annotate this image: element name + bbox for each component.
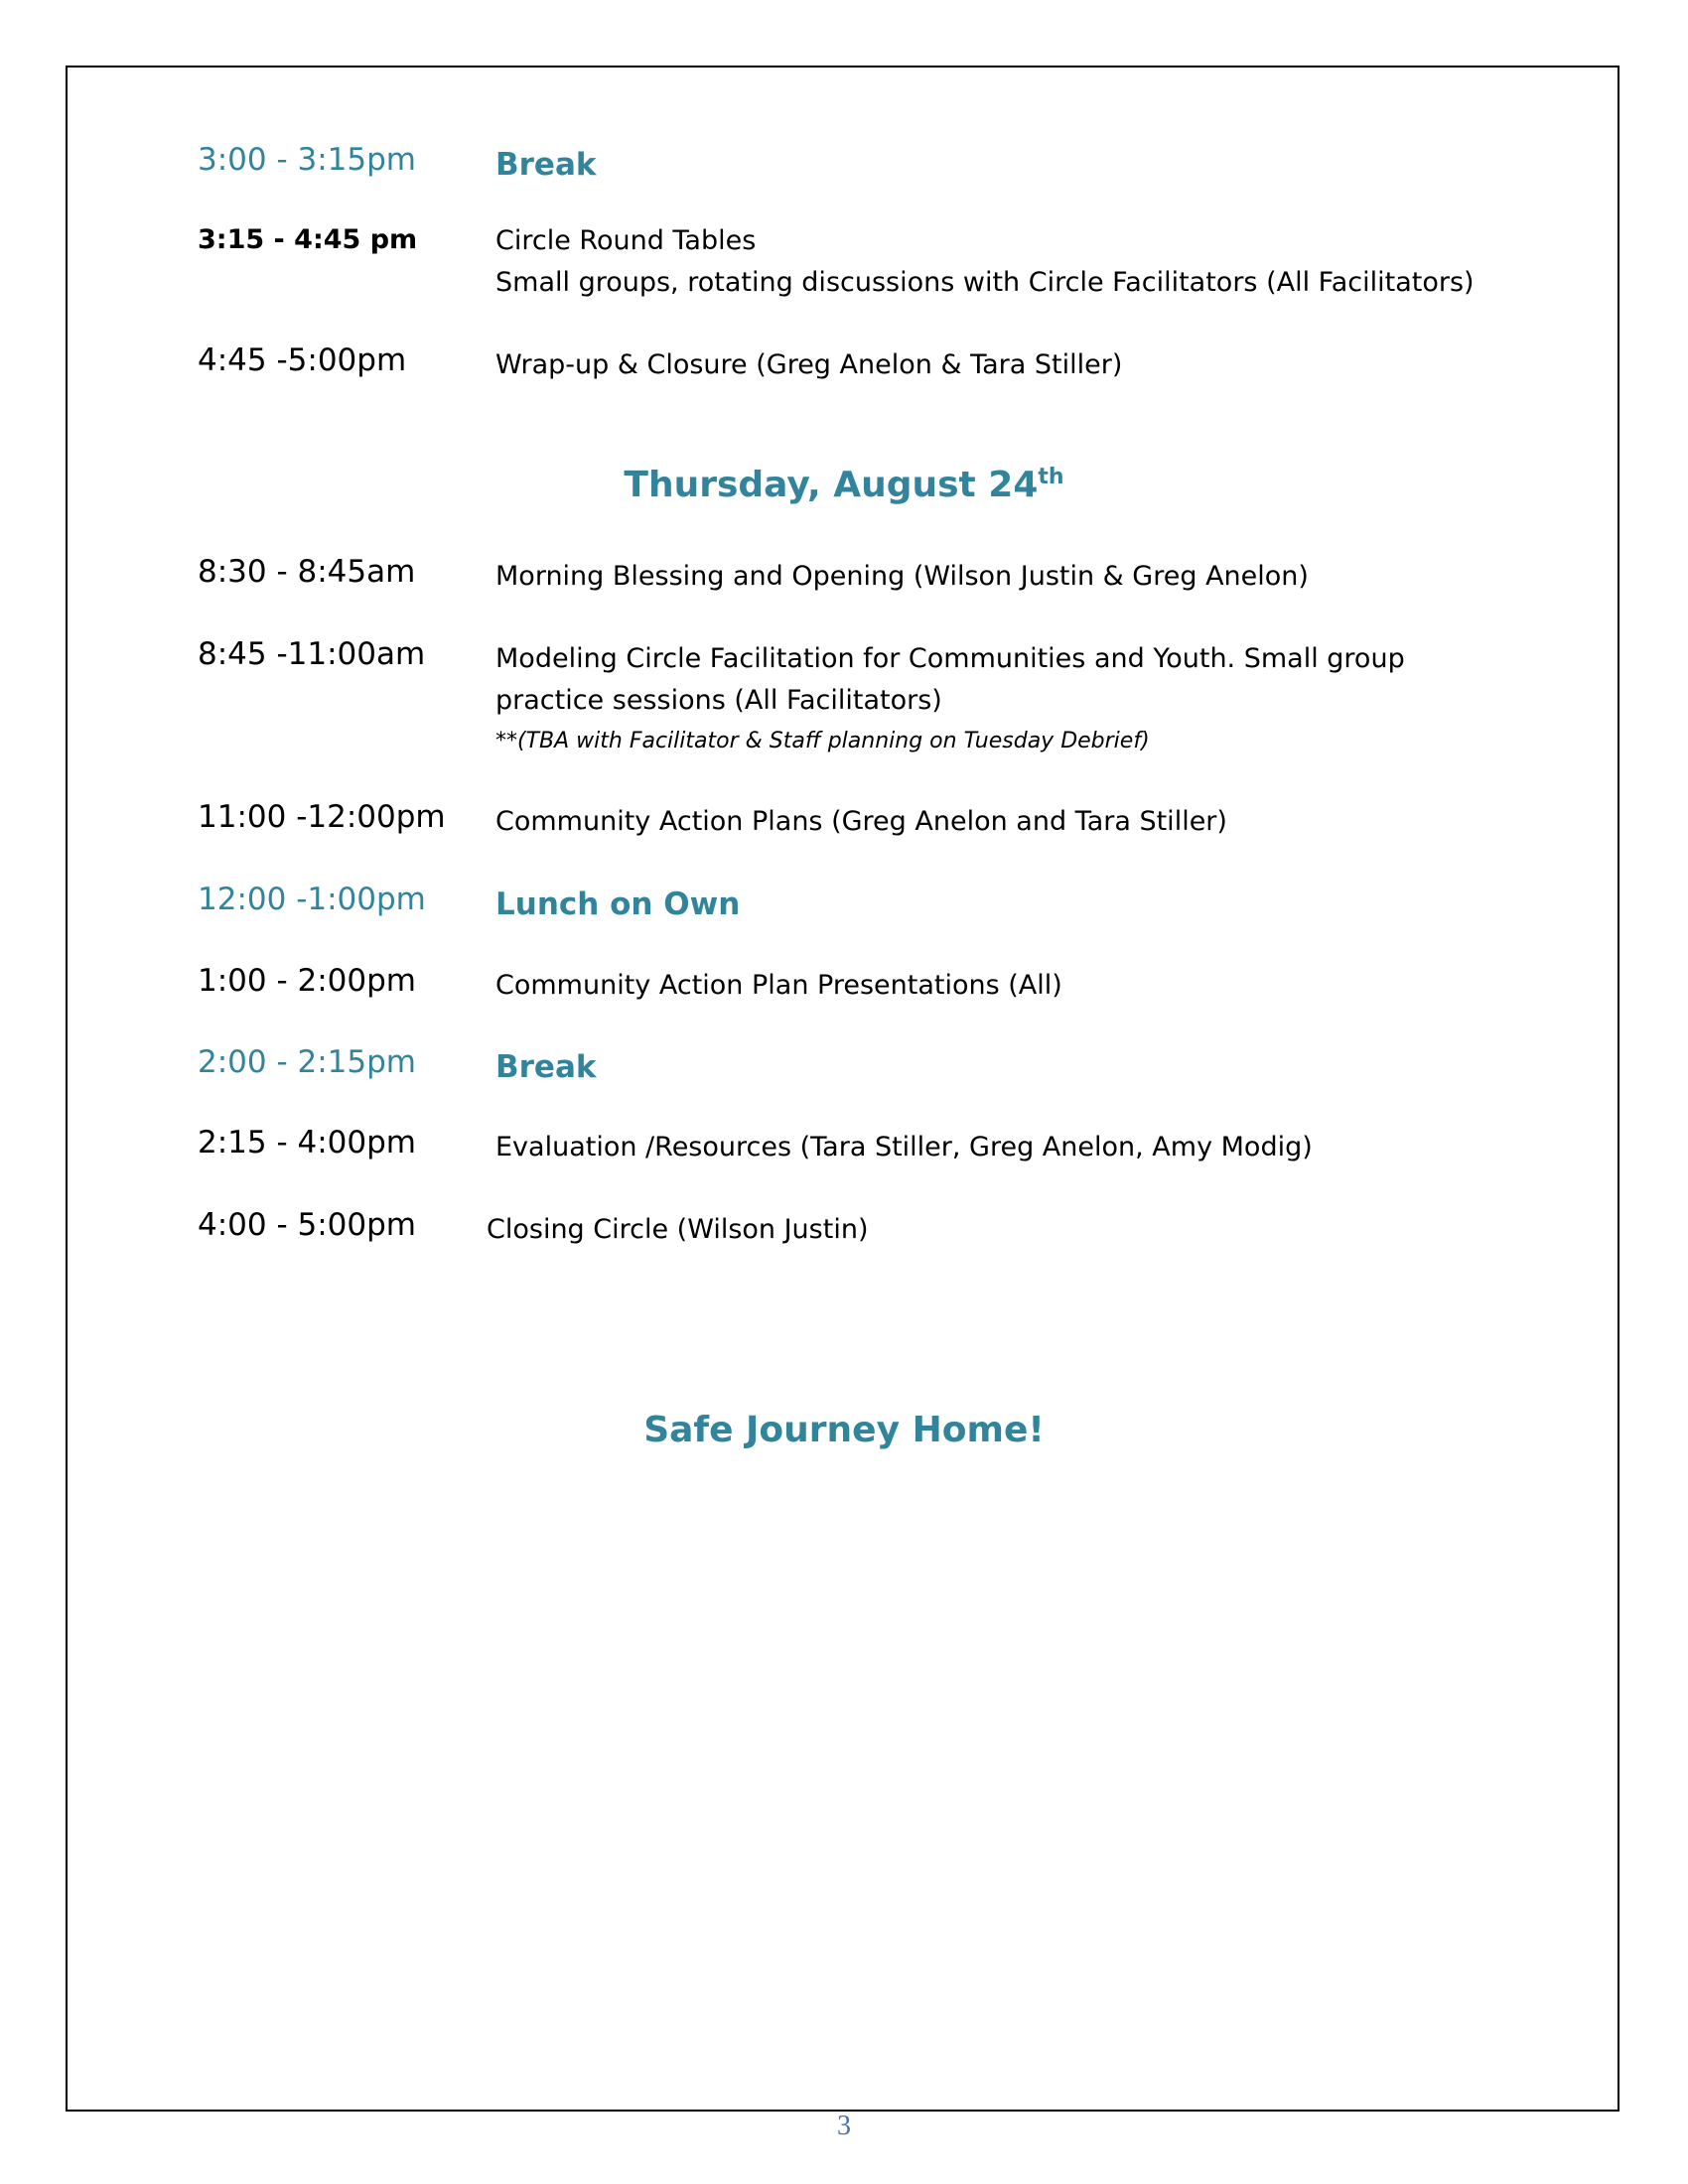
- schedule-time: 12:00 -1:00pm: [198, 882, 426, 917]
- schedule-time: 3:00 - 3:15pm: [198, 142, 416, 178]
- day-heading-suffix: th: [1038, 465, 1064, 489]
- schedule-description: [495, 801, 1488, 843]
- schedule-description-line: Circle Round Tables: [495, 225, 757, 256]
- schedule-time: 2:15 - 4:00pm: [198, 1125, 416, 1160]
- schedule-time: 1:00 - 2:00pm: [198, 963, 416, 999]
- schedule-description: [495, 144, 1488, 186]
- schedule-description-line: practice sessions (All Facilitators): [495, 685, 942, 716]
- schedule-description-line: Wrap-up & Closure (Greg Anelon & Tara Stiller): [495, 349, 1123, 380]
- schedule-description-line: Closing Circle (Wilson Justin): [487, 1214, 869, 1245]
- schedule-description-line: Evaluation /Resources (Tara Stiller, Greg Anelon, Amy Modig): [495, 1132, 1313, 1162]
- schedule-note: **(TBA with Facilitator & Staff planning on Tuesday Debrief): [495, 729, 1150, 753]
- schedule-time: 8:30 - 8:45am: [198, 554, 416, 590]
- schedule-description-line: Community Action Plan Presentations (All): [495, 970, 1062, 1001]
- schedule-description: [495, 344, 1488, 386]
- schedule-description: [495, 965, 1488, 1007]
- schedule-description: [495, 1046, 1488, 1088]
- schedule-time: 4:45 -5:00pm: [198, 342, 407, 378]
- schedule-description-line: Community Action Plans (Greg Anelon and Tara Stiller): [495, 806, 1227, 837]
- closing-message: Safe Journey Home!: [643, 1410, 1045, 1450]
- schedule-description-line: Break: [495, 1049, 597, 1085]
- schedule-time: 4:00 - 5:00pm: [198, 1207, 416, 1243]
- schedule-description: [495, 884, 1488, 925]
- schedule-description: [495, 556, 1488, 598]
- day-heading: [0, 465, 1688, 505]
- schedule-time: 11:00 -12:00pm: [198, 799, 446, 835]
- day-heading-text: Thursday, August 24: [624, 465, 1039, 505]
- schedule-time: 8:45 -11:00am: [198, 636, 426, 672]
- schedule-description-line: Modeling Circle Facilitation for Communities and Youth. Small group: [495, 643, 1405, 674]
- schedule-description: [487, 1209, 1479, 1251]
- schedule-description: [495, 638, 1488, 761]
- schedule-description-line: Morning Blessing and Opening (Wilson Justin & Greg Anelon): [495, 561, 1309, 592]
- page-number: 3: [837, 2111, 851, 2141]
- schedule-description-line: Lunch on Own: [495, 887, 741, 922]
- schedule-description-line: Small groups, rotating discussions with Circle Facilitators (All Facilitators): [495, 267, 1475, 298]
- schedule-description: [495, 1127, 1488, 1168]
- schedule-description-line: Break: [495, 147, 597, 183]
- schedule-description: [495, 220, 1488, 304]
- schedule-time: 2:00 - 2:15pm: [198, 1044, 416, 1080]
- schedule-time: 3:15 - 4:45 pm: [198, 224, 418, 255]
